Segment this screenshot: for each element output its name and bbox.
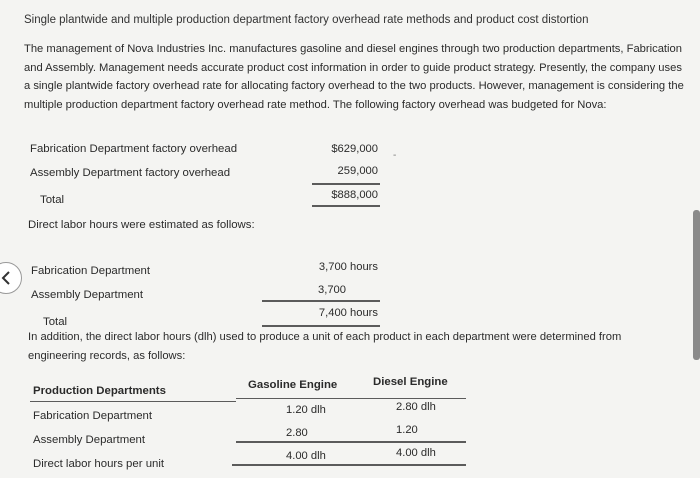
engineering-paragraph: In addition, the direct labor hours (dlh) used to produce a unit of each product in each department were determined from engineering records, as follows: [28,331,622,362]
table-row-assembly-diesel: 1.20 [396,424,418,436]
table-header-gasoline: Gasoline Engine [248,379,338,391]
overhead-total-rule [312,205,380,207]
overhead-fabrication-value: $629,000 [331,143,378,155]
table-row-fabrication-label: Fabrication Department [33,410,153,422]
overhead-total-label: Total [40,194,65,206]
dlh-intro: Direct labor hours were estimated as follows: [28,219,255,231]
table-subtotal-rule [236,441,466,443]
stray-mark: - [393,150,397,161]
overhead-subtotal-rule [312,183,380,185]
page-title: Single plantwide and multiple production department factory overhead rate methods and product cost distortion [24,14,589,26]
dlh-total-value: 7,400 hours [318,307,378,319]
table-row-total-diesel: 4.00 dlh [396,447,436,459]
table-header-rule-right [236,398,466,399]
table-header-rule-left [30,401,236,402]
table-row-assembly-gasoline: 2.80 [286,427,308,439]
vertical-scrollbar[interactable] [693,210,700,360]
dlh-fabrication-value: 3,700 hours [318,261,378,273]
table-row-total-label: Direct labor hours per unit [33,458,165,470]
chevron-left-icon [0,263,21,293]
table-header-departments: Production Departments [33,385,166,397]
overhead-fabrication-label: Fabrication Department factory overhead [30,143,238,155]
overhead-total-value: $888,000 [331,189,378,201]
table-row-total-gasoline: 4.00 dlh [286,450,326,462]
dlh-subtotal-rule [262,300,380,302]
overhead-assembly-label: Assembly Department factory overhead [30,167,231,179]
dlh-total-rule [262,325,380,327]
dlh-total-label: Total [43,316,68,328]
table-header-diesel: Diesel Engine [373,376,448,388]
dlh-assembly-label: Assembly Department [31,289,144,301]
previous-page-button[interactable] [0,262,22,294]
table-row-fabrication-gasoline: 1.20 dlh [286,404,326,416]
dlh-fabrication-label: Fabrication Department [31,265,151,277]
dlh-assembly-value: 3,700 [318,284,346,296]
table-row-fabrication-diesel: 2.80 dlh [396,401,436,413]
intro-paragraph: The management of Nova Industries Inc. manufactures gasoline and diesel engines through two production departments, Fabrication and Assembly. Management needs accurate product cost information in order to guide product strategy. Presently, the company uses a single plantwide factory overhead rate for allocating factory overhead to the two products. However, management is considering the multiple production department factory overhead rate method. The following factory overhead was budgeted for Nova: [24,43,684,111]
overhead-assembly-value: 259,000 [337,165,378,177]
table-total-rule [232,464,466,466]
table-row-assembly-label: Assembly Department [33,434,146,446]
